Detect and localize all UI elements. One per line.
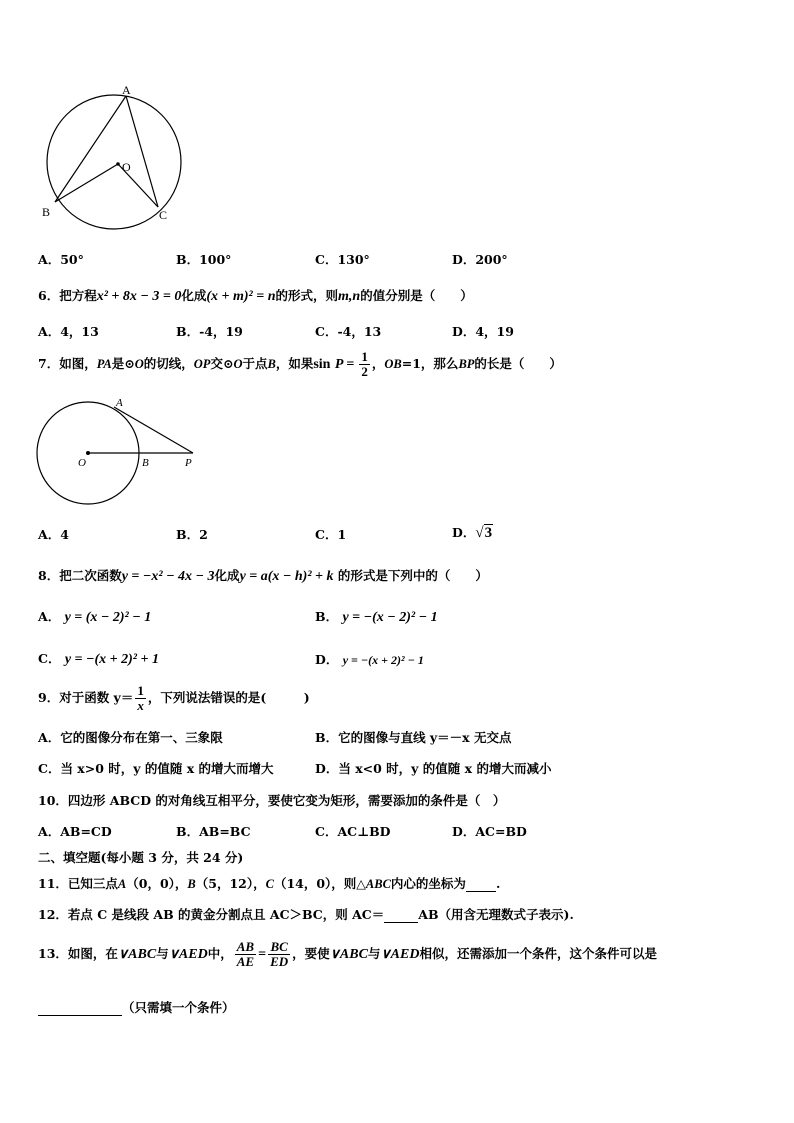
q13-mid: 中， xyxy=(207,946,233,961)
q7-fraction-numerator: 1 xyxy=(361,349,368,364)
q13-fraction-2-numerator: BC xyxy=(268,940,290,955)
q10-option-c[interactable]: C．AC⊥BD xyxy=(315,824,391,839)
q11-triangle: ABC xyxy=(365,877,391,891)
q9-prefix: 9．对于函数 y＝ xyxy=(38,690,134,705)
label-b-q7: B xyxy=(142,457,149,469)
q8-option-c[interactable] xyxy=(38,649,159,668)
radius-ob xyxy=(55,164,118,202)
label-b: B xyxy=(42,205,51,219)
q7-t4: 于点 xyxy=(242,356,268,371)
q12-answer-blank[interactable] xyxy=(384,907,418,923)
q7-option-a[interactable]: A．4 xyxy=(38,527,69,542)
q7-pa: PA xyxy=(96,357,112,371)
q7-t8: 的长是（ ） xyxy=(474,356,562,371)
q8-option-d-label: D． xyxy=(315,652,339,667)
q7-option-d[interactable] xyxy=(452,523,493,542)
q8-suffix: 的形式是下列中的（ ） xyxy=(337,568,488,583)
q5-option-b[interactable]: B．100° xyxy=(176,252,232,267)
q11-prefix: 11．已知三点 xyxy=(38,876,118,891)
q8-option-d[interactable] xyxy=(315,650,424,668)
q8-mid: 化成 xyxy=(214,568,240,583)
label-a: A xyxy=(122,83,131,97)
q8-option-a[interactable] xyxy=(38,607,151,626)
q7-prefix: 7．如图， xyxy=(38,356,97,371)
q8-option-b-label: B． xyxy=(315,609,339,624)
q7-b: B xyxy=(267,357,276,371)
q9-option-a[interactable]: A．它的图像分布在第一、三象限 xyxy=(38,730,223,745)
q11-a-coord: （0，0）， xyxy=(126,876,188,891)
q13-answer-blank[interactable] xyxy=(38,1000,122,1016)
q13-line-2 xyxy=(38,998,235,1016)
q10-stem: 10．四边形 ABCD 的对角线互相平分，要使它变为矩形，需要添加的条件是（ ） xyxy=(38,793,506,808)
q10-option-a[interactable]: A．AB=CD xyxy=(38,824,112,839)
q13-and-2: 与 xyxy=(367,946,381,961)
q7-option-d-label: D． xyxy=(452,525,476,540)
label-a-q7: A xyxy=(116,397,123,409)
q9-fraction xyxy=(135,684,146,713)
q8-option-c-label: C． xyxy=(38,651,61,666)
q7-stem xyxy=(38,350,562,379)
q7-t7: =1，那么 xyxy=(401,356,459,371)
q11-point-c: C xyxy=(265,877,274,891)
q9-fraction-numerator: 1 xyxy=(137,683,144,698)
q7-o1: O xyxy=(134,357,144,371)
label-p-q7: P xyxy=(185,457,192,469)
sqrt-icon: √3 xyxy=(475,525,493,541)
q5-option-d[interactable]: D．200° xyxy=(452,252,508,267)
q12-suffix: AB（用含无理数式子表示). xyxy=(418,907,574,922)
q8-option-a-expression: y = (x − 2)² − 1 xyxy=(64,610,152,625)
q11-answer-blank[interactable] xyxy=(466,876,496,892)
q6-option-d[interactable]: D．4，19 xyxy=(452,324,514,339)
q10-option-d[interactable]: D．AC=BD xyxy=(452,824,527,839)
q8-option-a-label: A． xyxy=(38,609,61,624)
q8-equation-2: y = a(x − h)² + k xyxy=(239,569,334,584)
q13-stem xyxy=(38,940,657,969)
label-o-q7: O xyxy=(78,457,86,469)
q13-fraction-1 xyxy=(235,940,256,969)
q7-option-d-radicand: 3 xyxy=(484,525,493,541)
q9-fraction-denominator: x xyxy=(137,698,144,713)
q8-equation-1: y = −x² − 4x − 3 xyxy=(121,569,215,584)
q13-fraction-2-denominator: ED xyxy=(270,954,289,969)
q5-option-c[interactable]: C．130° xyxy=(315,252,370,267)
q11-point-a: A xyxy=(117,877,127,891)
q13-prefix: 13．如图，在 xyxy=(38,946,118,961)
q11-suffix: 内心的坐标为 xyxy=(390,876,466,891)
q13-fraction-2 xyxy=(268,940,290,969)
q10-option-b[interactable]: B．AB=BC xyxy=(176,824,251,839)
q9-option-b[interactable]: B．它的图像与直线 y＝－x 无交点 xyxy=(315,730,512,745)
q11-end: . xyxy=(495,876,501,891)
q13-and-1: 与 xyxy=(156,946,169,961)
label-c: C xyxy=(159,208,168,222)
q7-p: P xyxy=(334,357,344,372)
q7-t3: 交⊙ xyxy=(210,356,234,371)
center-point xyxy=(116,162,120,166)
tangent-pa xyxy=(114,407,193,453)
q7-bp: BP xyxy=(458,357,475,371)
q5-option-a[interactable]: A．50° xyxy=(38,252,84,267)
q7-t1: 是⊙ xyxy=(111,356,135,371)
chord-ab xyxy=(55,96,126,202)
q6-suffix: 的值分别是（ ） xyxy=(360,288,473,303)
q8-option-b-expression: y = −(x − 2)² − 1 xyxy=(342,610,438,625)
q13-t1: ，要使 xyxy=(292,946,330,961)
q8-prefix: 8．把二次函数 xyxy=(38,568,122,583)
q6-equation-2: (x + m)² = n xyxy=(206,289,276,304)
q9-suffix: ，下列说法错误的是( ) xyxy=(147,690,310,705)
q13-triangle-1: ∨ABC xyxy=(117,947,157,962)
q7-t2: 的切线， xyxy=(143,356,194,371)
q13-triangle-4: ∨AED xyxy=(380,947,420,962)
q7-ob: OB xyxy=(384,357,402,371)
q12-stem xyxy=(38,905,574,923)
q13-note: （只需填一个条件） xyxy=(122,1000,235,1015)
q6-option-c[interactable]: C．-4，13 xyxy=(315,324,382,339)
q6-prefix: 6．把方程 xyxy=(38,288,97,303)
q13-equals: = xyxy=(258,947,267,962)
q7-o2: O xyxy=(233,357,243,371)
q7-sin: sin xyxy=(313,357,331,372)
tangent-figure-q7 xyxy=(30,395,210,510)
label-o: O xyxy=(122,160,131,174)
q9-stem xyxy=(38,684,310,713)
q7-eq: = xyxy=(346,357,355,372)
q11-point-b: B xyxy=(187,877,196,891)
q11-stem xyxy=(38,874,500,892)
q9-option-d[interactable]: D．当 x<0 时，y 的值随 x 的增大而减小 xyxy=(315,761,552,776)
q8-option-d-expression: y = −(x + 2)² − 1 xyxy=(342,653,424,667)
section-heading-fill-blank: 二、填空题(每小题 3 分，共 24 分) xyxy=(38,850,244,865)
q12-prefix: 12．若点 C 是线段 AB 的黄金分割点且 AC＞BC，则 AC＝ xyxy=(38,907,385,922)
q13-fraction-1-denominator: AE xyxy=(236,954,255,969)
q11-b-coord: （5，12）， xyxy=(195,876,266,891)
q6-vars: m,n xyxy=(338,289,361,304)
q8-option-b[interactable] xyxy=(315,607,438,626)
q6-stem xyxy=(38,286,473,305)
q9-option-c[interactable]: C．当 x>0 时，y 的值随 x 的增大而增大 xyxy=(38,761,274,776)
q13-triangle-3: ∨ABC xyxy=(329,947,368,962)
q7-t6: ， xyxy=(371,356,385,371)
q6-equation-1: x² + 8x − 3 = 0 xyxy=(96,289,182,304)
q6-option-b[interactable]: B．-4，19 xyxy=(176,324,243,339)
center-point-q7 xyxy=(86,451,90,455)
q7-option-c[interactable]: C．1 xyxy=(315,527,347,542)
q8-stem xyxy=(38,566,488,585)
q6-mid2: 的形式，则 xyxy=(275,288,339,303)
q7-op: OP xyxy=(193,357,211,371)
q13-suffix: 相似，还需添加一个条件，这个条件可以是 xyxy=(419,946,657,961)
q11-c-coord: （14，0），则△ xyxy=(273,876,366,891)
q8-option-c-expression: y = −(x + 2)² + 1 xyxy=(64,652,159,667)
q6-option-a[interactable]: A．4，13 xyxy=(38,324,99,339)
q7-fraction-denominator: 2 xyxy=(361,364,368,379)
q7-option-b[interactable]: B．2 xyxy=(176,527,208,542)
q13-fraction-1-numerator: AB xyxy=(236,939,255,954)
circle-figure-q5 xyxy=(30,82,200,232)
q7-fraction xyxy=(359,350,370,379)
q6-mid: 化成 xyxy=(181,288,207,303)
q7-t5: ，如果 xyxy=(275,356,314,371)
q13-triangle-2: ∨AED xyxy=(168,947,208,962)
